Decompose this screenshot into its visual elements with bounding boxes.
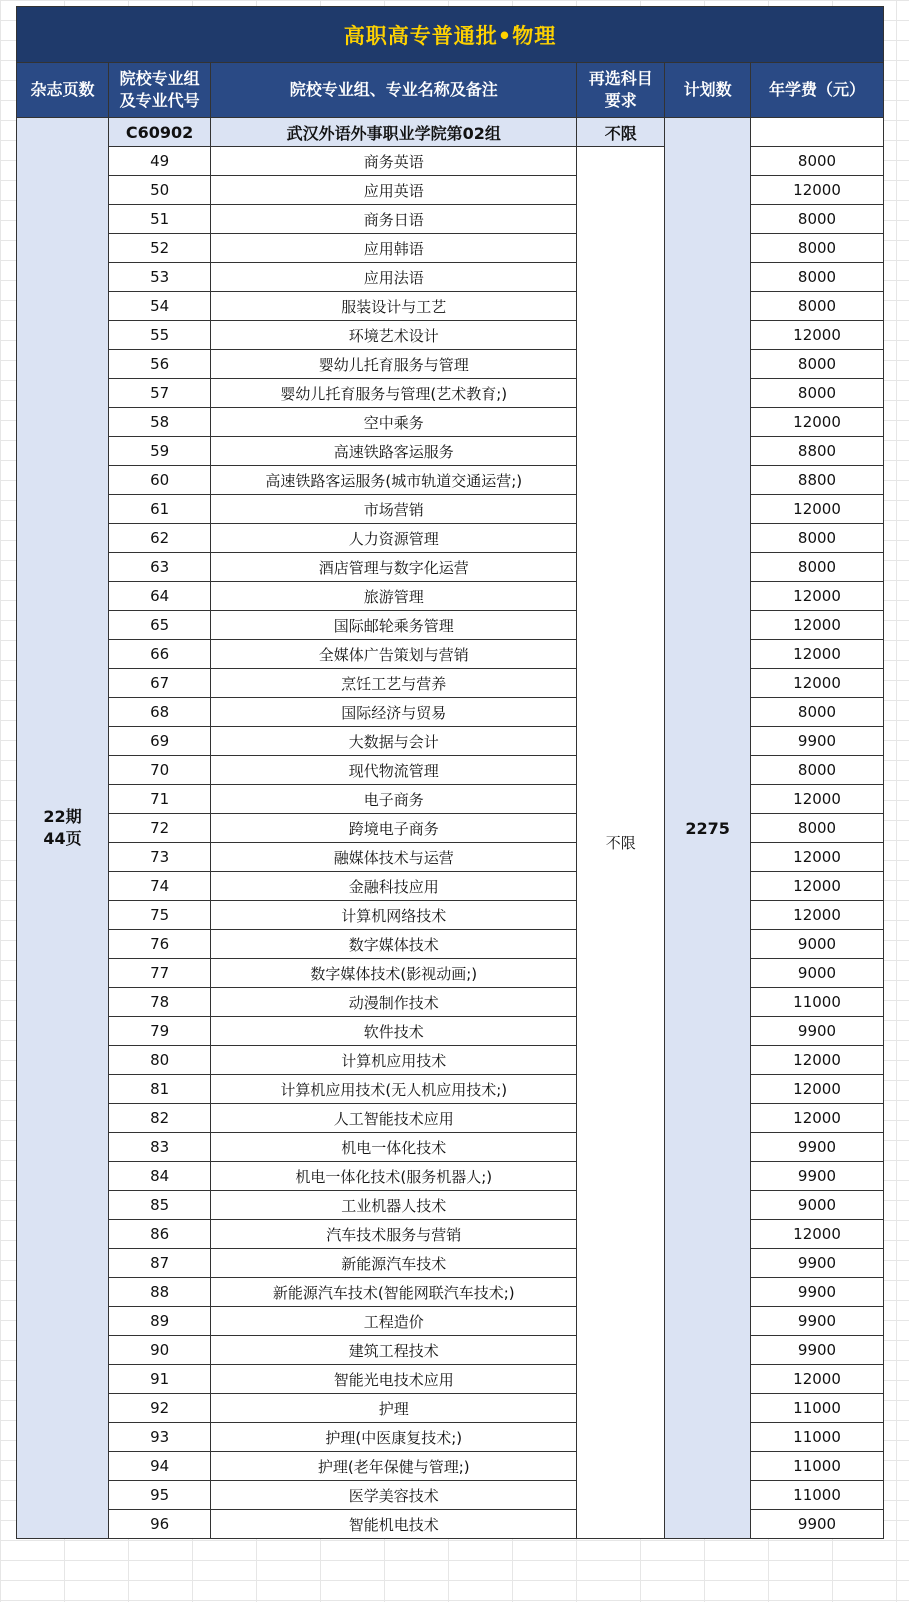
major-fee: 12000 xyxy=(751,495,884,524)
header-fee: 年学费（元） xyxy=(751,63,884,118)
major-fee: 12000 xyxy=(751,640,884,669)
major-fee: 8000 xyxy=(751,147,884,176)
major-code: 81 xyxy=(109,1075,211,1104)
table-row xyxy=(17,379,884,408)
group-name: 武汉外语外事职业学院第02组 xyxy=(211,118,577,147)
major-fee: 12000 xyxy=(751,1104,884,1133)
table-row xyxy=(17,408,884,437)
table-row xyxy=(17,1046,884,1075)
table-row xyxy=(17,176,884,205)
major-code: 85 xyxy=(109,1191,211,1220)
major-name: 新能源汽车技术(智能网联汽车技术;) xyxy=(211,1278,577,1307)
table-row xyxy=(17,843,884,872)
major-code: 55 xyxy=(109,321,211,350)
major-fee: 11000 xyxy=(751,1394,884,1423)
major-name: 计算机网络技术 xyxy=(211,901,577,930)
major-fee: 8800 xyxy=(751,437,884,466)
major-name: 机电一体化技术 xyxy=(211,1133,577,1162)
major-fee: 11000 xyxy=(751,1423,884,1452)
major-code: 56 xyxy=(109,350,211,379)
major-code: 53 xyxy=(109,263,211,292)
header-req-line1: 再选科目 xyxy=(588,69,653,88)
table-row xyxy=(17,147,884,176)
table-row xyxy=(17,466,884,495)
header-plan: 计划数 xyxy=(665,63,751,118)
major-fee: 8000 xyxy=(751,292,884,321)
major-fee: 9900 xyxy=(751,1336,884,1365)
major-code: 75 xyxy=(109,901,211,930)
major-code: 73 xyxy=(109,843,211,872)
major-code: 51 xyxy=(109,205,211,234)
table-row xyxy=(17,1075,884,1104)
major-code: 94 xyxy=(109,1452,211,1481)
major-code: 60 xyxy=(109,466,211,495)
major-code: 89 xyxy=(109,1307,211,1336)
page-ref-issue: 22期 xyxy=(43,807,82,826)
major-code: 63 xyxy=(109,553,211,582)
major-fee: 12000 xyxy=(751,785,884,814)
major-code: 96 xyxy=(109,1510,211,1539)
table-row xyxy=(17,263,884,292)
major-code: 92 xyxy=(109,1394,211,1423)
major-fee: 9000 xyxy=(751,930,884,959)
table-row xyxy=(17,1423,884,1452)
major-code: 57 xyxy=(109,379,211,408)
major-name: 应用韩语 xyxy=(211,234,577,263)
major-fee: 12000 xyxy=(751,176,884,205)
major-fee: 9900 xyxy=(751,1133,884,1162)
major-name: 护理(老年保健与管理;) xyxy=(211,1452,577,1481)
group-row xyxy=(17,118,884,147)
major-name: 应用法语 xyxy=(211,263,577,292)
table-row xyxy=(17,698,884,727)
major-code: 70 xyxy=(109,756,211,785)
table-row xyxy=(17,524,884,553)
major-code: 76 xyxy=(109,930,211,959)
major-name: 跨境电子商务 xyxy=(211,814,577,843)
major-fee: 12000 xyxy=(751,843,884,872)
major-fee: 8000 xyxy=(751,379,884,408)
major-name: 婴幼儿托育服务与管理(艺术教育;) xyxy=(211,379,577,408)
major-fee: 12000 xyxy=(751,669,884,698)
major-name: 旅游管理 xyxy=(211,582,577,611)
major-fee: 8000 xyxy=(751,698,884,727)
major-code: 59 xyxy=(109,437,211,466)
major-code: 79 xyxy=(109,1017,211,1046)
header-code-line1: 院校专业组 xyxy=(119,69,200,88)
major-name: 软件技术 xyxy=(211,1017,577,1046)
major-code: 88 xyxy=(109,1278,211,1307)
table-row xyxy=(17,582,884,611)
major-name: 全媒体广告策划与营销 xyxy=(211,640,577,669)
header-requirement xyxy=(577,63,665,118)
table-row xyxy=(17,350,884,379)
major-code: 82 xyxy=(109,1104,211,1133)
major-code: 71 xyxy=(109,785,211,814)
major-name: 智能机电技术 xyxy=(211,1510,577,1539)
table-row xyxy=(17,988,884,1017)
table-row xyxy=(17,611,884,640)
major-code: 61 xyxy=(109,495,211,524)
major-fee: 9900 xyxy=(751,1162,884,1191)
magazine-page-ref xyxy=(17,118,109,1539)
major-name: 数字媒体技术 xyxy=(211,930,577,959)
major-fee: 12000 xyxy=(751,408,884,437)
major-name: 计算机应用技术 xyxy=(211,1046,577,1075)
major-code: 95 xyxy=(109,1481,211,1510)
major-name: 应用英语 xyxy=(211,176,577,205)
major-name: 工业机器人技术 xyxy=(211,1191,577,1220)
major-code: 67 xyxy=(109,669,211,698)
table-row xyxy=(17,669,884,698)
table-row xyxy=(17,234,884,263)
major-code: 58 xyxy=(109,408,211,437)
requirement-all: 不限 xyxy=(577,147,665,1539)
table-row xyxy=(17,1017,884,1046)
major-fee: 9900 xyxy=(751,1017,884,1046)
major-name: 金融科技应用 xyxy=(211,872,577,901)
major-name: 环境艺术设计 xyxy=(211,321,577,350)
header-req-line2: 要求 xyxy=(604,91,637,110)
table-row xyxy=(17,205,884,234)
major-code: 52 xyxy=(109,234,211,263)
major-name: 婴幼儿托育服务与管理 xyxy=(211,350,577,379)
major-name: 国际邮轮乘务管理 xyxy=(211,611,577,640)
table-row xyxy=(17,1365,884,1394)
table-row xyxy=(17,495,884,524)
major-name: 国际经济与贸易 xyxy=(211,698,577,727)
major-fee: 12000 xyxy=(751,1046,884,1075)
major-fee: 9900 xyxy=(751,1249,884,1278)
major-code: 68 xyxy=(109,698,211,727)
major-name: 计算机应用技术(无人机应用技术;) xyxy=(211,1075,577,1104)
table-row xyxy=(17,727,884,756)
table-row xyxy=(17,1394,884,1423)
major-code: 80 xyxy=(109,1046,211,1075)
header-code xyxy=(109,63,211,118)
major-code: 90 xyxy=(109,1336,211,1365)
major-name: 人工智能技术应用 xyxy=(211,1104,577,1133)
major-fee: 8800 xyxy=(751,466,884,495)
plan-total: 2275 xyxy=(665,118,751,1539)
major-fee: 9900 xyxy=(751,1278,884,1307)
major-code: 78 xyxy=(109,988,211,1017)
major-code: 86 xyxy=(109,1220,211,1249)
header-name: 院校专业组、专业名称及备注 xyxy=(211,63,577,118)
table-row xyxy=(17,1162,884,1191)
major-fee: 9900 xyxy=(751,727,884,756)
major-name: 高速铁路客运服务(城市轨道交通运营;) xyxy=(211,466,577,495)
major-fee: 8000 xyxy=(751,234,884,263)
major-fee: 8000 xyxy=(751,553,884,582)
major-fee: 9000 xyxy=(751,1191,884,1220)
major-code: 54 xyxy=(109,292,211,321)
table-row xyxy=(17,1481,884,1510)
major-name: 护理 xyxy=(211,1394,577,1423)
table-row xyxy=(17,901,884,930)
major-name: 大数据与会计 xyxy=(211,727,577,756)
major-name: 智能光电技术应用 xyxy=(211,1365,577,1394)
major-code: 69 xyxy=(109,727,211,756)
admission-plan-table xyxy=(16,6,884,1539)
major-code: 84 xyxy=(109,1162,211,1191)
major-name: 服装设计与工艺 xyxy=(211,292,577,321)
major-code: 91 xyxy=(109,1365,211,1394)
header-row xyxy=(17,63,884,118)
table-row xyxy=(17,640,884,669)
major-fee: 8000 xyxy=(751,205,884,234)
major-fee: 11000 xyxy=(751,1452,884,1481)
major-fee: 8000 xyxy=(751,524,884,553)
major-name: 医学美容技术 xyxy=(211,1481,577,1510)
group-requirement: 不限 xyxy=(577,118,665,147)
major-fee: 12000 xyxy=(751,1075,884,1104)
major-code: 62 xyxy=(109,524,211,553)
major-fee: 12000 xyxy=(751,1365,884,1394)
major-fee: 11000 xyxy=(751,1481,884,1510)
major-name: 现代物流管理 xyxy=(211,756,577,785)
major-code: 50 xyxy=(109,176,211,205)
table-row xyxy=(17,1249,884,1278)
major-name: 新能源汽车技术 xyxy=(211,1249,577,1278)
major-code: 72 xyxy=(109,814,211,843)
major-code: 74 xyxy=(109,872,211,901)
major-fee: 12000 xyxy=(751,872,884,901)
major-name: 汽车技术服务与营销 xyxy=(211,1220,577,1249)
group-fee xyxy=(751,118,884,147)
table-row xyxy=(17,321,884,350)
major-name: 工程造价 xyxy=(211,1307,577,1336)
major-code: 66 xyxy=(109,640,211,669)
table-row xyxy=(17,930,884,959)
major-name: 市场营销 xyxy=(211,495,577,524)
major-fee: 12000 xyxy=(751,582,884,611)
major-fee: 9900 xyxy=(751,1307,884,1336)
major-fee: 9900 xyxy=(751,1510,884,1539)
major-fee: 8000 xyxy=(751,350,884,379)
table-row xyxy=(17,814,884,843)
major-name: 高速铁路客运服务 xyxy=(211,437,577,466)
major-fee: 12000 xyxy=(751,1220,884,1249)
major-name: 建筑工程技术 xyxy=(211,1336,577,1365)
major-name: 电子商务 xyxy=(211,785,577,814)
major-code: 49 xyxy=(109,147,211,176)
table-row xyxy=(17,1278,884,1307)
table-row xyxy=(17,292,884,321)
table-row xyxy=(17,437,884,466)
table-row xyxy=(17,756,884,785)
major-code: 64 xyxy=(109,582,211,611)
table-row xyxy=(17,959,884,988)
table-row xyxy=(17,1191,884,1220)
header-code-line2: 及专业代号 xyxy=(119,91,200,110)
major-code: 87 xyxy=(109,1249,211,1278)
table-row xyxy=(17,553,884,582)
table-row xyxy=(17,1307,884,1336)
major-name: 商务日语 xyxy=(211,205,577,234)
table-title: 高职高专普通批•物理 xyxy=(17,7,884,63)
major-code: 77 xyxy=(109,959,211,988)
group-code: C60902 xyxy=(109,118,211,147)
major-name: 商务英语 xyxy=(211,147,577,176)
header-page: 杂志页数 xyxy=(17,63,109,118)
page-ref-page: 44页 xyxy=(43,829,82,848)
major-name: 烹饪工艺与营养 xyxy=(211,669,577,698)
major-name: 动漫制作技术 xyxy=(211,988,577,1017)
major-fee: 8000 xyxy=(751,814,884,843)
major-fee: 12000 xyxy=(751,321,884,350)
table-row xyxy=(17,1133,884,1162)
major-fee: 8000 xyxy=(751,756,884,785)
major-fee: 9000 xyxy=(751,959,884,988)
major-name: 机电一体化技术(服务机器人;) xyxy=(211,1162,577,1191)
major-name: 护理(中医康复技术;) xyxy=(211,1423,577,1452)
table-row xyxy=(17,1220,884,1249)
table-row xyxy=(17,785,884,814)
major-name: 空中乘务 xyxy=(211,408,577,437)
major-name: 数字媒体技术(影视动画;) xyxy=(211,959,577,988)
table-row xyxy=(17,1336,884,1365)
major-name: 人力资源管理 xyxy=(211,524,577,553)
table-row xyxy=(17,1510,884,1539)
major-fee: 8000 xyxy=(751,263,884,292)
major-fee: 12000 xyxy=(751,901,884,930)
major-name: 酒店管理与数字化运营 xyxy=(211,553,577,582)
table-row xyxy=(17,1104,884,1133)
table-row xyxy=(17,872,884,901)
major-fee: 11000 xyxy=(751,988,884,1017)
major-code: 93 xyxy=(109,1423,211,1452)
table-row xyxy=(17,1452,884,1481)
major-code: 65 xyxy=(109,611,211,640)
major-code: 83 xyxy=(109,1133,211,1162)
major-name: 融媒体技术与运营 xyxy=(211,843,577,872)
major-fee: 12000 xyxy=(751,611,884,640)
